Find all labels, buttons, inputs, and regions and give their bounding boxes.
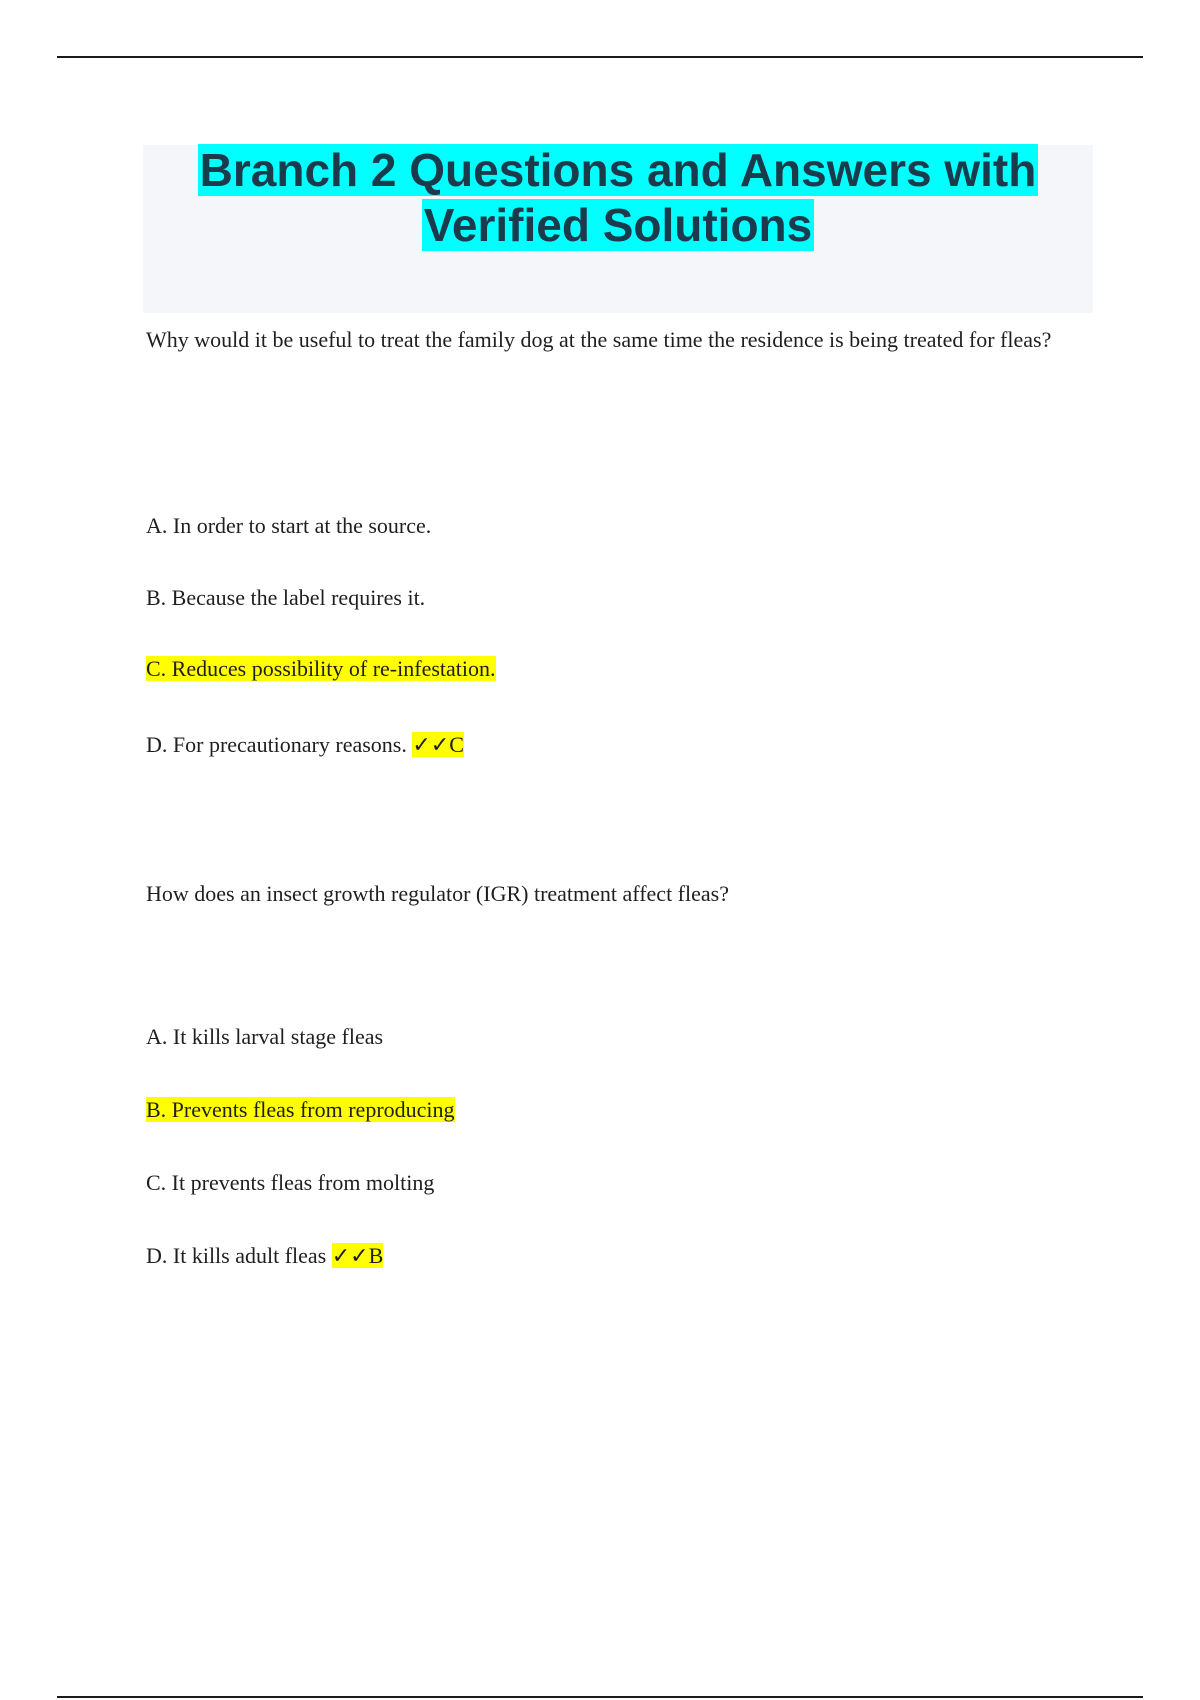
option-text: A. In order to start at the source. [146,513,432,538]
option-text: D. It kills adult fleas [146,1243,327,1268]
question-2-option-d [146,1242,383,1270]
option-text: D. For precautionary reasons. [146,732,407,757]
question-1-prompt: Why would it be useful to treat the family dog at the same time the residence is being treated for fleas? [146,327,1052,352]
header-rule [57,56,1143,58]
answer-marker: ✓✓C [412,732,464,757]
option-text: C. It prevents fleas from molting [146,1170,435,1195]
option-text: A. It kills larval stage fleas [146,1024,384,1049]
question-2-prompt: How does an insect growth regulator (IGR) treatment affect fleas? [146,881,729,906]
footer-rule [57,1696,1143,1698]
correct-option-highlight: B. Prevents fleas from reproducing [146,1097,455,1122]
title-line-2: Verified Solutions [423,199,813,251]
question-1-option-c-correct [146,655,496,683]
question-2-option-b-correct [146,1096,455,1124]
question-2-option-c [146,1169,434,1197]
question-1-option-a [146,512,431,540]
question-1-option-b [146,584,425,612]
question-2-option-a [146,1023,383,1051]
option-text: B. Because the label requires it. [146,585,426,610]
correct-option-highlight: C. Reduces possibility of re-infestation. [146,656,496,681]
document-title [143,143,1093,253]
title-line-1: Branch 2 Questions and Answers with [199,144,1037,196]
answer-marker: ✓✓B [331,1243,384,1268]
question-1-option-d [146,731,464,759]
